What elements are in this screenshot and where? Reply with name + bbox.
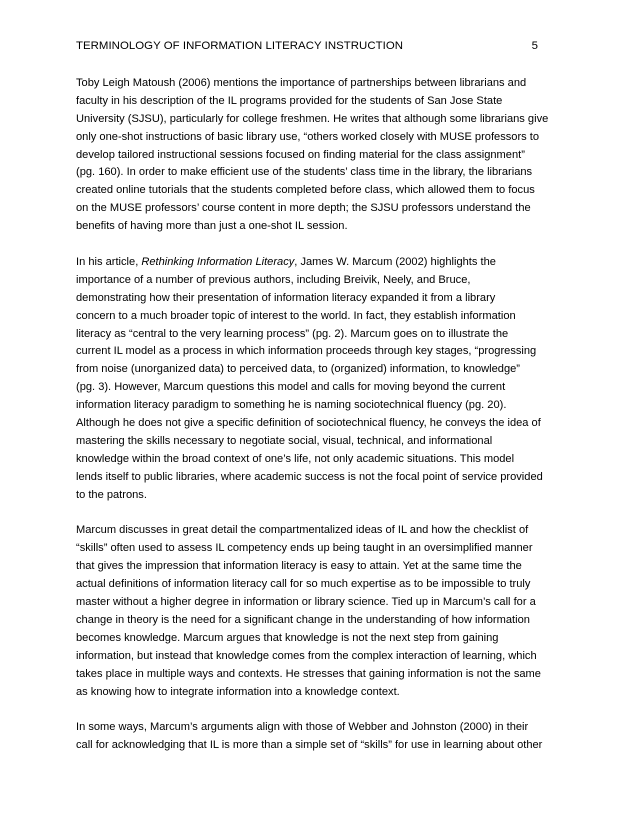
- text-line: Toby Leigh Matoush (2006) mentions the importance of partnerships between librarians and: [76, 77, 527, 89]
- text-line: on the MUSE professors’ course content in more depth; the SJSU professors understand the: [76, 202, 531, 215]
- text-line: call for acknowledging that IL is more than a simple set of “skills” for use in learning about other: [76, 739, 543, 752]
- text-line: In some ways, Marcum’s arguments align with those of Webber and Johnston (2000) in their: [76, 721, 529, 734]
- text-line: information, but instead that knowledge comes from the complex interaction of learning, which: [76, 649, 537, 662]
- text-line: faculty in his description of the IL programs provided for the students of San Jose State: [76, 94, 503, 107]
- text-line: “skills” often used to assess IL competency ends up being taught in an oversimplified manner: [76, 542, 533, 555]
- paragraph-4: [76, 719, 546, 755]
- text-line: from noise (unorganized data) to perceived data, to (organized) information, to knowledge”: [76, 363, 520, 376]
- text-line: (pg. 160). In order to make efficient use of the students’ class time in the library, the librarians: [76, 166, 533, 179]
- text-line: becomes knowledge. Marcum argues that knowledge is not the next step from gaining: [76, 631, 499, 644]
- book-title: Rethinking Information Literacy: [141, 256, 295, 269]
- text-line: lends itself to public libraries, where academic success is not the focal point of service provided: [76, 470, 543, 483]
- text-line: Although he does not give a specific definition of sociotechnical fluency, he conveys the idea of: [76, 417, 541, 430]
- text-run: In his article,: [76, 256, 142, 269]
- text-line: mastering the skills necessary to negotiate social, visual, technical, and informational: [76, 434, 493, 447]
- running-header: [76, 38, 538, 54]
- text-line: current IL model as a process in which information proceeds through key stages, “progressing: [76, 345, 537, 358]
- text-line: actual definitions of information literacy call for so much expertise as to be impossible to truly: [76, 578, 531, 591]
- page-number: 5: [531, 40, 538, 52]
- text-line: develop tailored instructional sessions focused on finding material for the class assignment”: [76, 148, 525, 161]
- header-title: TERMINOLOGY OF INFORMATION LITERACY INSTRUCTION: [76, 40, 404, 52]
- text-line: (pg. 3). However, Marcum questions this model and calls for moving beyond the current: [76, 381, 506, 394]
- text-line: demonstrating how their presentation of information literacy expanded it from a library: [76, 291, 496, 304]
- text-line: only one-shot instructions of basic library use, “others worked closely with MUSE professors to: [76, 130, 540, 143]
- text-line: to the patrons.: [76, 488, 147, 501]
- paragraph-1: [76, 75, 549, 236]
- text-line: information literacy paradigm to something he is naming sociotechnical fluency (pg. 20).: [76, 399, 507, 412]
- text-line: [76, 254, 546, 272]
- body-text: [76, 75, 549, 773]
- text-line: as knowing how to integrate information into a knowledge context.: [76, 685, 400, 698]
- text-line: takes place in multiple ways and contexts. He stresses that gaining information is not the same: [76, 667, 541, 680]
- text-line: knowledge within the broad context of one’s life, not only academic situations. This model: [76, 452, 515, 465]
- text-line: University (SJSU), particularly for college freshmen. He writes that although some librarians give: [76, 112, 549, 125]
- paragraph-2: [76, 254, 546, 504]
- text-line: concern to a much broader topic of interest to the world. In fact, they establish information: [76, 309, 516, 322]
- paragraph-3: [76, 522, 546, 701]
- text-run: , James W. Marcum (2002) highlights the: [294, 256, 496, 269]
- text-line: Marcum discusses in great detail the compartmentalized ideas of IL and how the checklist of: [76, 524, 529, 537]
- text-line: that gives the impression that information literacy is easy to attain. Yet at the same time the: [76, 560, 522, 573]
- text-line: change in theory is the need for a significant change in the understanding of how information: [76, 613, 530, 626]
- text-line: importance of a number of previous authors, including Breivik, Neely, and Bruce,: [76, 273, 471, 286]
- text-line: benefits of having more than just a one-shot IL session.: [76, 220, 348, 233]
- text-line: master without a higher degree in information or library science. Tied up in Marcum’s call for a: [76, 596, 536, 609]
- text-line: created online tutorials that the students completed before class, which allowed them to focus: [76, 184, 535, 197]
- text-line: literacy as “central to the very learning process” (pg. 2). Marcum goes on to illustrate the: [76, 327, 509, 340]
